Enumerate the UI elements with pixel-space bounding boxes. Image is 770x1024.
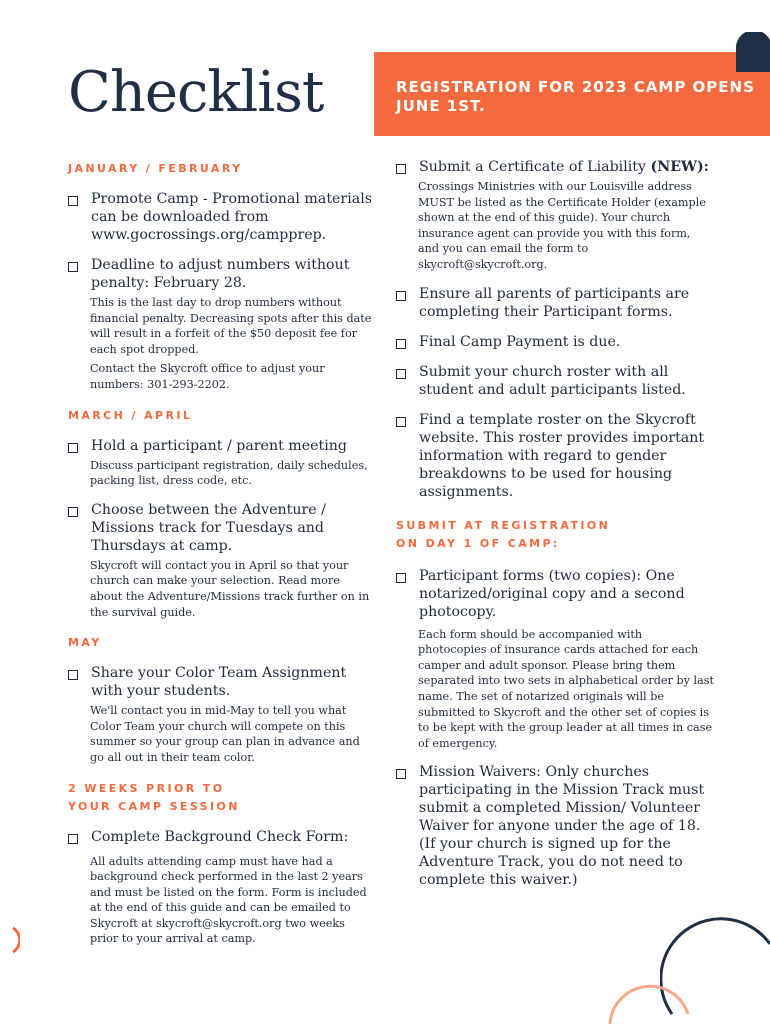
checkbox[interactable]: [396, 769, 406, 779]
item-title: Deadline to adjust numbers without penalty: February 28.: [91, 257, 350, 291]
section-heading-line1: 2 WEEKS PRIOR TO: [68, 781, 225, 795]
checklist-item-participant-copies: [396, 567, 714, 752]
banner-text: REGISTRATION FOR 2023 CAMP OPENS JUNE 1ST.: [396, 78, 755, 115]
checklist-item-deadline: [68, 256, 373, 393]
item-title: Participant forms (two copies): One notarized/original copy and a second photocopy.: [419, 567, 685, 620]
checkbox[interactable]: [68, 834, 78, 844]
item-note: We'll contact you in mid-May to tell you what Color Team your church will compete on this summer so your group can plan in advance and go all out in their team color.: [90, 704, 360, 764]
section-heading-may: MAY: [68, 636, 102, 650]
right-column: [396, 158, 714, 889]
checkbox[interactable]: [396, 417, 406, 427]
left-edge-arc-icon: [10, 926, 20, 954]
left-column: [68, 160, 373, 947]
new-badge: (NEW):: [650, 159, 709, 175]
item-title: Choose between the Adventure / Missions track for Tuesdays and Thursdays at camp.: [91, 501, 326, 554]
item-note: All adults attending camp must have had a background check performed in the last 2 years and must be listed on the form. Form is included at the end of this guide and can be emailed to Skycroft at skycroft@skycroft.org two weeks prior to your arrival at camp.: [90, 854, 367, 946]
registration-banner: [374, 52, 770, 136]
checklist-item-color-team: [68, 664, 373, 765]
checklist-item-final-payment: [396, 333, 714, 351]
checkbox[interactable]: [396, 339, 406, 349]
item-title: Promote Camp - Promotional materials can be downloaded from www.gocrossings.org/campprep.: [91, 191, 373, 243]
checkbox[interactable]: [396, 369, 406, 379]
page-title: Checklist: [68, 60, 324, 125]
item-title: Ensure all parents of participants are completing their Participant forms.: [419, 285, 690, 320]
checklist-item-participant-forms: [396, 285, 714, 321]
item-note: Each form should be accompanied with photocopies of insurance cards attached for each camper and adult sponsor. Please bring them separated into two sets in alphabetical order by last name. The set of notarized originals will be submitted to Skycroft and the other set of copies is to be kept with the group leader at all times in case of emergency.: [418, 627, 714, 750]
section-heading-mar-apr: MARCH / APRIL: [68, 408, 193, 422]
checkbox[interactable]: [68, 670, 78, 680]
item-title: Mission Waivers: Only churches participating in the Mission Track must submit a completed Mission/ Volunteer Waiver for anyone under the age of 18. (If your church is signed up for the Adventure Track, you do not need to complete this waiver.): [419, 764, 705, 889]
item-title: Submit your church roster with all student and adult participants listed.: [419, 363, 686, 398]
item-note: Crossings Ministries with our Louisville address MUST be listed as the Certificate Holder (example shown at the end of this guide). Your church insurance agent can provide you with this form, and you can email the form to skycroft@skycroft.org.: [418, 180, 706, 271]
checkbox[interactable]: [396, 164, 406, 174]
checkbox[interactable]: [68, 262, 78, 272]
checklist-item-adventure-missions: [68, 501, 373, 620]
checklist-item-template-roster: [396, 411, 714, 501]
item-title: Complete Background Check Form:: [91, 828, 349, 845]
checklist-item-mission-waivers: [396, 763, 714, 889]
checklist-item-parent-meeting: [68, 437, 373, 489]
item-note: This is the last day to drop numbers without financial penalty. Decreasing spots after this date will result in a forfeit of the $50 deposit fee for each spot dropped.: [90, 296, 372, 356]
item-note: Discuss participant registration, daily schedules, packing list, dress code, etc.: [90, 458, 368, 488]
item-note: Skycroft will contact you in April so that your church can make your selection. Read more about the Adventure/Missions track further on in the survival guide.: [90, 558, 370, 619]
top-corner-arc-icon: [734, 32, 770, 72]
section-heading-line2: YOUR CAMP SESSION: [68, 799, 240, 813]
bottom-peach-arc-icon: [604, 976, 694, 1024]
checkbox[interactable]: [396, 291, 406, 301]
section-heading-two-weeks: [68, 780, 373, 816]
item-title: Find a template roster on the Skycroft website. This roster provides important information with regard to gender breakdowns to be used for housing assignments.: [419, 411, 705, 500]
checkbox[interactable]: [68, 507, 78, 517]
section-heading-submit: [396, 517, 714, 553]
item-title-text: Submit a Certificate of Liability: [419, 159, 646, 175]
item-note-contact: Contact the Skycroft office to adjust your numbers: 301-293-2202.: [90, 362, 325, 391]
item-title: Share your Color Team Assignment with your students.: [91, 665, 347, 700]
checklist-item-promote-camp: [68, 190, 373, 244]
checklist-item-certificate: [396, 158, 714, 273]
checklist-item-background-check: [68, 828, 373, 948]
item-title: Hold a participant / parent meeting: [91, 437, 348, 454]
section-heading-line1: SUBMIT AT REGISTRATION: [396, 518, 611, 532]
checkbox[interactable]: [396, 573, 406, 583]
item-title: [419, 158, 709, 176]
section-heading-line2: ON DAY 1 OF CAMP:: [396, 536, 560, 550]
item-title: Final Camp Payment is due.: [419, 333, 621, 350]
section-heading-jan-feb: JANUARY / FEBRUARY: [68, 162, 243, 175]
checkbox[interactable]: [68, 443, 78, 453]
checkbox[interactable]: [68, 196, 78, 206]
checklist-item-church-roster: [396, 363, 714, 399]
